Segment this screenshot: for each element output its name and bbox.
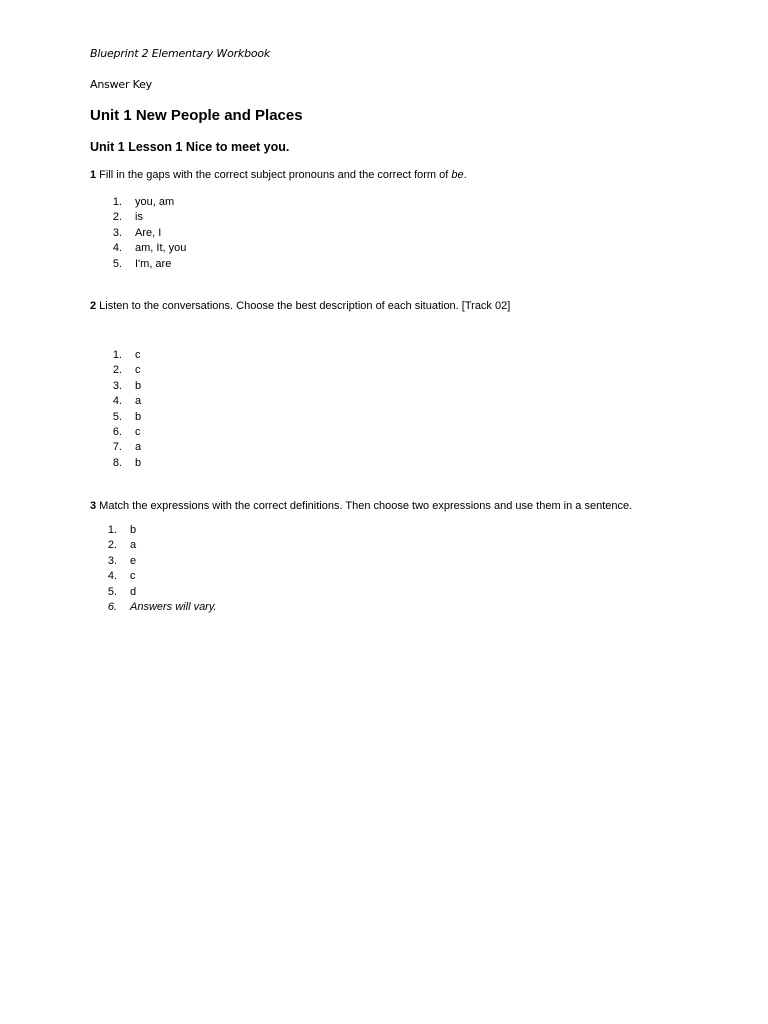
item-answer: I'm, are (135, 257, 172, 270)
item-answer: d (130, 585, 137, 598)
exercise-number: 1 (90, 169, 97, 181)
item-number: 7. (112, 441, 122, 454)
item-number: 6. (112, 425, 122, 438)
item-number: 5. (112, 257, 122, 270)
item-number: 5. (107, 585, 117, 598)
answer-key-label: Answer Key (90, 78, 152, 91)
item-number: 4. (112, 242, 122, 255)
item-answer: c (135, 349, 141, 361)
item-answer: is (135, 211, 143, 224)
item-answer: c (135, 425, 141, 438)
exercise-instruction-text: Match the expressions with the correct definitions. Then choose two expressions and use them in a sentence. (96, 500, 633, 512)
exercise-number: 2 (90, 300, 97, 312)
item-number: 6. (107, 600, 117, 613)
item-answer: a (130, 539, 137, 552)
item-number: 5. (112, 410, 122, 423)
item-number: 1. (107, 524, 117, 536)
item-number: 3. (107, 554, 117, 567)
item-number: 2. (112, 211, 122, 224)
exercise-1-instruction (90, 169, 467, 181)
item-answer: b (135, 379, 142, 392)
item-number: 1. (112, 196, 122, 208)
book-title: Blueprint 2 Elementary Workbook (90, 47, 271, 60)
exercise-number: 3 (90, 500, 97, 512)
item-answer: am, It, you (135, 242, 187, 255)
exercise-2-instruction (90, 300, 510, 312)
exercise-instruction-italic: be (451, 169, 464, 181)
item-answer: Answers will vary. (130, 600, 217, 613)
item-number: 4. (112, 395, 122, 408)
exercise-instruction-text-end: . (463, 169, 467, 181)
item-answer: b (130, 524, 137, 536)
item-number: 3. (112, 379, 122, 392)
item-number: 2. (107, 539, 117, 552)
item-number: 4. (107, 570, 117, 583)
exercise-instruction-text: Listen to the conversations. Choose the best description of each situation. [Track 02] (96, 300, 511, 312)
item-answer: a (135, 395, 142, 408)
item-number: 1. (112, 349, 122, 361)
item-answer: c (135, 364, 141, 377)
item-answer: b (135, 456, 142, 469)
item-answer: b (135, 410, 142, 423)
item-answer: a (135, 441, 142, 454)
lesson-title: Unit 1 Lesson 1 Nice to meet you. (90, 140, 290, 154)
item-answer: you, am (135, 196, 175, 208)
item-number: 8. (112, 456, 122, 469)
item-number: 2. (112, 364, 122, 377)
exercise-instruction-text: Fill in the gaps with the correct subject pronouns and the correct form of (96, 169, 452, 181)
item-number: 3. (112, 226, 122, 239)
exercise-3-instruction (90, 500, 632, 512)
unit-title: Unit 1 New People and Places (90, 107, 303, 124)
item-answer: c (130, 570, 136, 583)
item-answer: Are, I (135, 226, 162, 239)
item-answer: e (130, 554, 137, 567)
